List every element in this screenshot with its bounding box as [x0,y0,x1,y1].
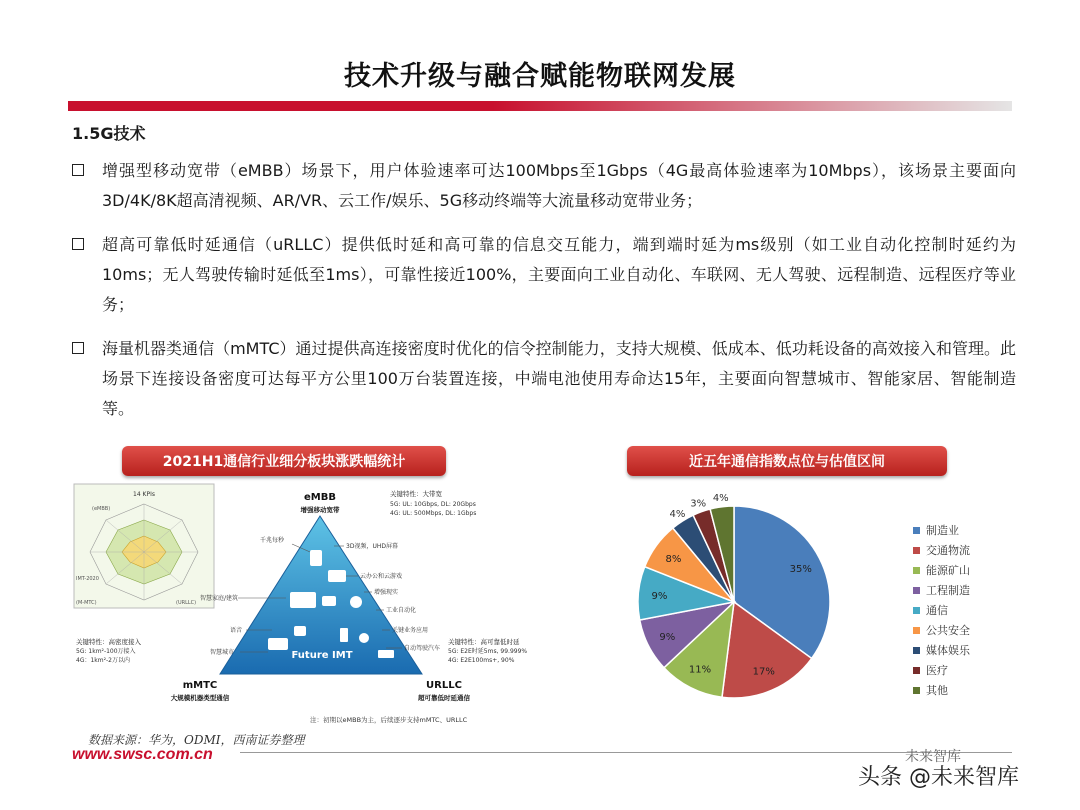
watermark: 头条 @未来智库 [858,765,1019,790]
scenario-diagram-svg [72,480,544,730]
pie-data-label: 9% [659,631,676,643]
scenario-diagram [72,480,544,730]
legend-swatch [913,547,920,554]
usecase-label: 工业自动化 [386,607,417,614]
legend-label: 其他 [926,684,948,697]
usecase-label: 智慧城市 [210,649,235,656]
radar-title: 14 KPIs [133,491,155,498]
pie-data-label: 35% [789,564,812,576]
bullet-text: 超高可靠低时延通信（uRLLC）提供低时延和高可靠的信息交互能力，端到端时延为ms级别（如工业自动化控制时延约为10ms；无人驾驶传输时延低至1ms），可靠性接近100%，主要面向工业自动化、车联网、无人驾驶、远程制造、远程医疗等业务； [102,235,1016,314]
right-figure-caption: 近五年通信指数点位与估值区间 [627,446,947,476]
urllc-note: 5G: E2E时延5ms, 99.999% [448,648,528,655]
usecase-label: 云办公和云游戏 [360,573,403,580]
legend-swatch [913,527,920,534]
embb-title: eMBB [304,492,336,503]
usecase-label: 自动驾驶汽车 [404,645,441,652]
mmtc-subtitle: 大规模机器类型通信 [170,694,230,702]
page-title: 技术升级与融合赋能物联网发展 [344,61,736,92]
legend-item [913,520,970,540]
legend-swatch [913,627,920,634]
robot-icon [359,633,369,643]
embb-note-title: 关键特性：大带宽 [390,490,442,498]
pie-data-label: 3% [690,498,707,510]
pie-data-label: 4% [669,508,686,520]
checkbox-icon [72,164,84,176]
checkbox-icon [72,238,84,250]
legend-swatch [913,667,920,674]
pie-data-label: 11% [688,664,712,676]
usecase-label: 增强现实 [374,589,399,596]
legend-swatch [913,647,920,654]
usecase-label: 关键业务应用 [392,627,429,634]
legend-swatch [913,607,920,614]
bullet-item [72,230,1016,320]
legend-item [913,640,970,660]
bullet-item [72,156,1016,216]
mmtc-note: 5G: 1km²-100万接入 [76,648,136,655]
bullet-text: 海量机器类通信（mMTC）通过提供高连接密度时优化的信令控制能力，支持大规模、低成本、低功耗设备的高效接入和管理。此场景下连接设备密度可达每平方公里100万台装置连接，中端电池使用寿命达15年，主要面向智慧城市、智能家居、智能制造等。 [102,339,1016,418]
urllc-title: URLLC [426,680,462,691]
legend-label: 公共安全 [926,624,970,637]
usecase-label: 智慧家庭/建筑 [200,595,239,602]
gamepad-icon [350,596,362,608]
watermark-top: 未来智库 [905,749,961,765]
legend-item [913,620,970,640]
bullet-item [72,334,1016,424]
legend-label: 通信 [926,604,948,617]
embb-note: 5G: UL: 10Gbps, DL: 20Gbps [390,501,476,508]
legend-swatch [913,587,920,594]
radar-label: (eMBB) [92,506,111,512]
title-divider [68,101,1012,111]
left-figure-caption: 2021H1通信行业细分板块涨跌幅统计 [122,446,446,476]
legend-item [913,540,970,560]
car-icon [268,638,288,650]
radar-label: IMT-2020 [76,576,99,582]
usecase-label: 千兆每秒 [260,537,285,544]
legend-label: 媒体娱乐 [926,644,970,657]
source-note: 数据来源：华为，ODMI，西南证券整理 [88,733,305,747]
camera-icon [322,596,336,606]
mmtc-title: mMTC [182,680,218,691]
pie-data-label: 9% [651,590,668,602]
radar-label: (URLLC) [176,600,197,606]
legend-item [913,660,970,680]
section-heading: 1.5G技术 [72,124,146,143]
footer-divider [240,752,1012,753]
legend-label: 医疗 [926,664,948,677]
bullet-text: 增强型移动宽带（eMBB）场景下，用户体验速率可达100Mbps至1Gbps（4G最高体验速率为10Mbps），该场景主要面向3D/4K/8K超高清视频、AR/VR、云工作/娱乐、5G移动终端等大流量移动宽带业务； [102,161,1016,210]
mmtc-note: 4G：1km²-2万以内 [76,657,130,664]
phone-icon [340,628,348,642]
legend-item [913,560,970,580]
tv-icon [328,570,346,582]
diagram-footnote: 注：初期以eMBB为主，后续逐步支持mMTC、URLLC [310,716,468,724]
embb-note: 4G: UL: 500Mbps, DL: 1Gbps [390,510,477,517]
checkbox-icon [72,342,84,354]
vehicle-icon [378,650,394,658]
legend-item [913,600,970,620]
legend-label: 交通物流 [926,544,970,557]
pie-data-label: 17% [752,666,775,678]
bullet-list [72,156,1016,438]
pie-data-label: 4% [712,493,729,505]
tablet-icon [310,550,322,566]
legend-label: 制造业 [926,524,959,537]
cart-icon [294,626,306,636]
usecase-label: 语音 [230,627,243,634]
legend-label: 工程制造 [926,584,970,597]
company-logo: www.swsc.com.cn [72,746,213,763]
pie-data-label: 8% [665,553,682,565]
legend-swatch [913,687,920,694]
urllc-subtitle: 超可靠低时延通信 [418,694,470,702]
legend-item [913,580,970,600]
legend-label: 能源矿山 [926,564,970,577]
legend-swatch [913,567,920,574]
usecase-label: 3D视频，UHD屏幕 [346,543,398,550]
home-icon [290,592,316,608]
triangle-center-label: Future IMT [291,650,353,661]
pie-legend [913,520,970,700]
legend-item [913,680,970,700]
urllc-note-title: 关键特性：高可靠低时延 [448,638,520,646]
radar-label: (M-MTC) [76,600,97,606]
mmtc-note-title: 关键特性：高密度接入 [76,638,141,646]
embb-subtitle: 增强移动宽带 [300,506,340,514]
urllc-note: 4G: E2E100ms+, 90% [448,657,515,664]
